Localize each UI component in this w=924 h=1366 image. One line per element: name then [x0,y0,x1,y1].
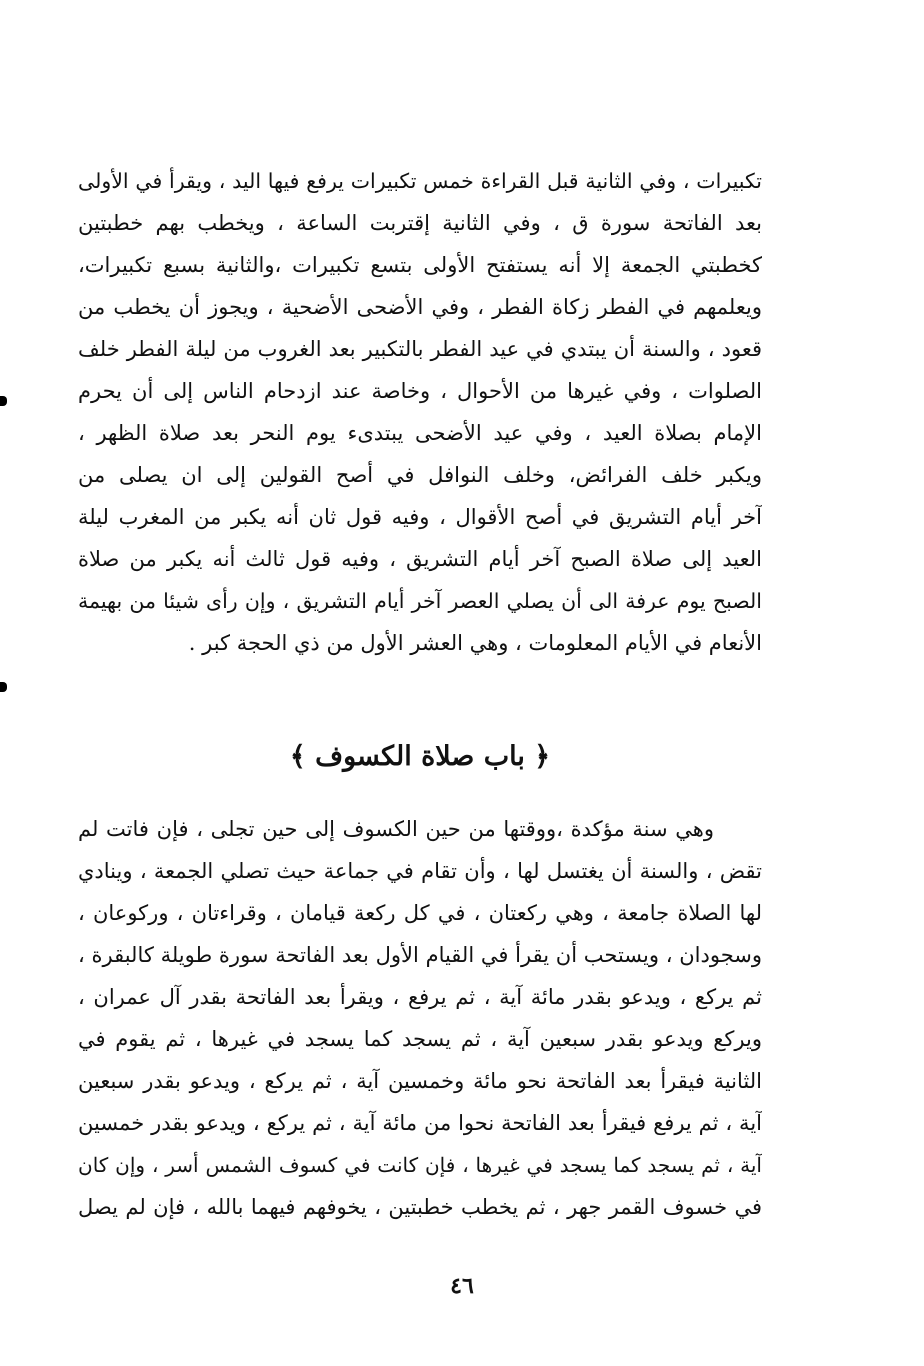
chapter-heading: ﴿ باب صلاة الكسوف ﴾ [289,741,551,772]
page-number: ٤٦ [450,1273,474,1299]
text-line: الثانية فيقرأ بعد الفاتحة نحو مائة وخمسين آية ، ثم يركع ، ويدعو بقدر سبعين [78,1069,762,1093]
text-line: ويركع ويدعو بقدر سبعين آية ، ثم يسجد كما يسجد في غيرها ، ثم يقوم في [78,1027,762,1051]
text-line: آية ، ثم يسجد كما يسجد في غيرها ، فإن كانت في كسوف الشمس أسر ، وإن كان [78,1153,762,1177]
text-line: ثم يركع ، ويدعو بقدر مائة آية ، ثم يرفع ، ويقرأ بعد الفاتحة بقدر آل عمران ، [78,985,762,1009]
text-line: قعود ، والسنة أن يبتدي في عيد الفطر بالتكبير بعد الغروب من ليلة الفطر خلف [78,337,762,361]
text-line: تقض ، والسنة أن يغتسل لها ، وأن تقام في جماعة حيث تصلي الجمعة ، وينادي [78,859,762,883]
paragraph-eid-prayer [78,160,762,664]
text-line: الأنعام في الأيام المعلومات ، وهي العشر الأول من ذي الحجة كبر . [188,631,762,655]
text-line: آخر أيام التشريق في أصح الأقوال ، وفيه قول ثان أنه يكبر من المغرب ليلة [78,505,762,529]
text-line: في خسوف القمر جهر ، ثم يخطب خطبتين ، يخوفهم فيهما بالله ، فإن لم يصل [78,1195,762,1219]
text-line: وسجودان ، ويستحب أن يقرأ في القيام الأول بعد الفاتحة سورة طويلة كالبقرة ، [78,943,762,967]
text-line: بعد الفاتحة سورة ق ، وفي الثانية إقتربت الساعة ، ويخطب بهم خطبتين [78,211,762,235]
text-line: آية ، ثم يرفع فيقرأ بعد الفاتحة نحوا من مائة آية ، ثم يركع ، ويدعو بقدر خمسين [78,1111,762,1135]
text-line: العيد إلى صلاة الصبح آخر أيام التشريق ، وفيه قول ثالث أنه يكبر من صلاة [78,547,762,571]
text-line: تكبيرات ، وفي الثانية قبل القراءة خمس تكبيرات يرفع فيها اليد ، ويقرأ في الأولى [78,169,762,193]
text-line: وهي سنة مؤكدة ،ووقتها من حين الكسوف إلى حين تجلى ، فإن فاتت لم [78,817,714,841]
text-line: ويعلمهم في الفطر زكاة الفطر ، وفي الأضحى الأضحية ، ويجوز أن يخطب من [78,295,762,319]
text-line: الصبح يوم عرفة الى أن يصلي العصر آخر أيام التشريق ، وإن رأى شيئا من بهيمة [78,589,762,613]
text-line: ويكبر خلف الفرائض، وخلف النوافل في أصح القولين إلى ان يصلى من [78,463,762,487]
text-line: الإمام بصلاة العيد ، وفي عيد الأضحى يبتدىء يوم النحر بعد صلاة الظهر ، [78,421,762,445]
margin-mark [0,396,7,406]
text-line: كخطبتي الجمعة إلا أنه يستفتح الأولى بتسع تكبيرات ،والثانية بسبع تكبيرات، [78,253,762,277]
text-line: لها الصلاة جامعة ، وهي ركعتان ، في كل ركعة قيامان ، وقراءتان ، وركوعان ، [78,901,762,925]
paragraph-eclipse-prayer [78,808,762,1228]
text-line: الصلوات ، وفي غيرها من الأحوال ، وخاصة عند ازدحام الناس إلى أن يحرم [78,379,762,403]
margin-mark [0,682,7,692]
